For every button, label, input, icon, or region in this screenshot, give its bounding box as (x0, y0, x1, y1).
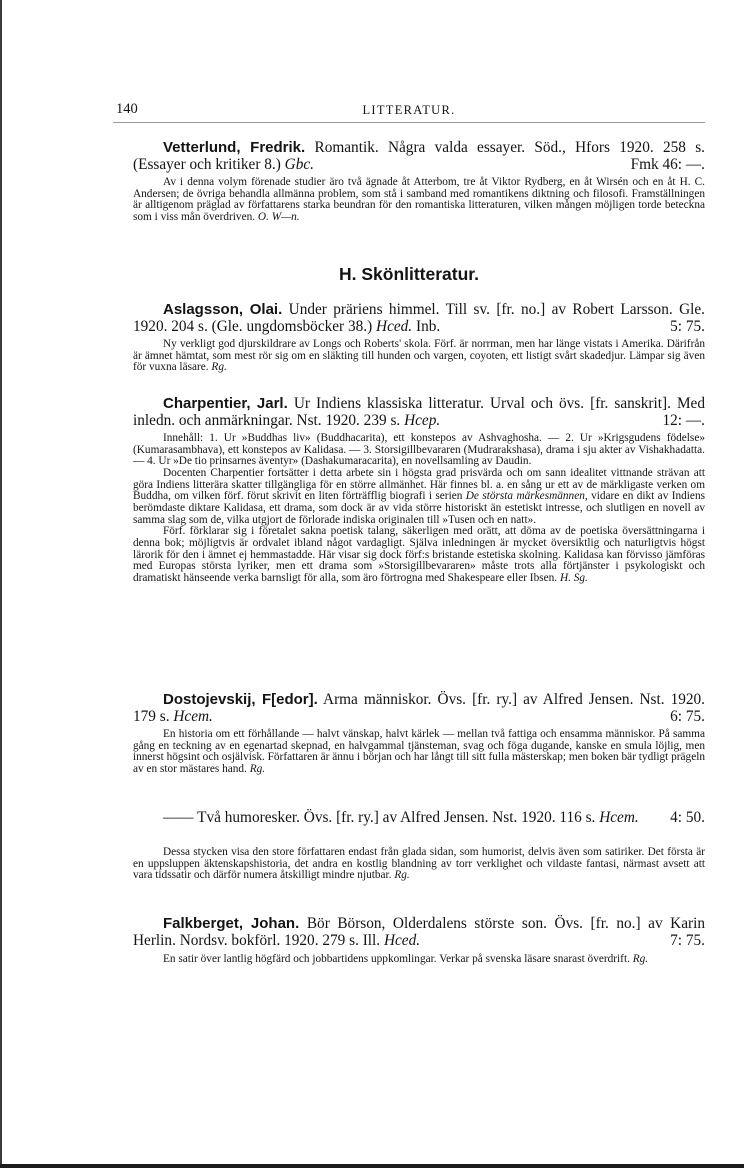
series-title: De största märkesmännen, (465, 490, 588, 503)
bibliographic-info: Arma människor. Övs. [fr. ry.] av Alfred Jensen. Nst. 1920. 179 s. (133, 691, 706, 725)
price: 6: 75. (670, 708, 705, 725)
author-name: Charpentier, Jarl. (163, 395, 288, 412)
reviewer-signature: Rg. (394, 869, 410, 882)
bibliographic-info: Ur Indiens klassiska litteratur. Urval och övs. [fr. sanskrit]. Med inledn. och anmärkningar. Nst. 1920. 239 s. (133, 395, 705, 429)
reviewer-signature: Rg. (632, 953, 649, 965)
entry-charpentier-heading (133, 395, 705, 429)
price: 7: 75. (670, 932, 705, 949)
reviewer-signature: H. Sg. (559, 571, 588, 584)
author-name: Vetterlund, Fredrik. (163, 139, 306, 156)
section-heading: H. Skönlitteratur. (338, 264, 480, 284)
entry-vetterlund-heading (133, 139, 705, 173)
entry-dostojevskij-heading (133, 691, 705, 725)
publisher-code: Hcem. (173, 708, 213, 725)
publisher-code: Gbc. (284, 156, 314, 173)
page-left-edge (0, 0, 2, 1168)
price: Fmk 46: —. (630, 156, 705, 173)
reviewer-signature: O. W—n. (257, 210, 300, 223)
review-text-cont: vidare en dikt av Indiens berömdaste diktare Kalidasa, ett drama, som dock är av vida större historiskt än estetiskt intresse, och slutligen en novell av samma slag som de, vilka utgjort de förlorade indiska originalen till »Tusen och en natt». (133, 490, 705, 526)
author-name: Aslagsson, Olai. (163, 301, 283, 318)
entry-aslagsson-review (133, 339, 705, 374)
entry-humoresker-heading (133, 809, 705, 826)
review-text: Docenten Charpentier fortsätter i detta arbete sin i högsta grad prisvärda och om sann idealitet vittnande strävan att göra Indiens litterära skatter tillgängliga för en större allmänhet. Här finnes bl. a. en sång ur ett av de märkligaste verken om Buddha, om vilken förf. förut skrivit en liten förträfflig biografi i serien (133, 466, 705, 503)
price: 12: —. (662, 412, 705, 429)
entry-aslagsson-heading (133, 301, 705, 335)
price-label: Inb. (415, 318, 441, 335)
review-text: Av i denna volym förenade studier äro två ägnade åt Atterbom, tre åt Viktor Rydberg, en åt Wirsén och en åt H. C. Andersen; de övriga behandla allmänna problem, som stå i samband med romantikens diktning och filosofi. Framställningen är alltigenom präglad av författarens starka beundran för den romantiska litteraturen, vilken mången möjligen torde beteckna som i viss mån överdriven. (133, 176, 705, 223)
bibliographic-info: Två humoresker. Övs. [fr. ry.] av Alfred Jensen. Nst. 1920. 116 s. (197, 809, 596, 826)
publisher-code: Hcep. (404, 412, 441, 429)
publisher-code: Hced. (376, 318, 413, 335)
price: 4: 50. (670, 809, 705, 826)
author-name: Dostojevskij, F[edor]. (163, 691, 318, 708)
entry-humoresker-review (133, 847, 705, 882)
running-header (113, 100, 705, 123)
reviewer-signature: Rg. (211, 361, 227, 374)
reviewer-signature: Rg. (249, 762, 266, 775)
review-text: En satir över lantlig högfärd och jobbartidens uppkomlingar. Verkar på svenska läsare snarast överdrift. (163, 953, 630, 965)
review-text: En historia om ett förhållande — halvt vänskap, halvt kärlek — mellan två fattiga och ensamma människor. På samma gång en teckning av en egenartad skepnad, en halvgammal tjänsteman, svag och föga dugande, kanske en smula löjlig, men innerst högsint och osjälvisk. Författaren är ännu i början och har långt till sitt fulla mästerskap; men boken bär tydligt prägeln av en stor mästares hand. (133, 728, 705, 775)
review-text: Dessa stycken visa den store författaren endast från glada sidan, som humorist, delvis även som satiriker. Det första är en uppsluppen äktenskapshistoria, det andra en kostlig blandning av torr verklighet och vildaste fantasi, närmast avsett att vara tidssatir och därför numera åtskilligt mindre njutbar. (133, 846, 705, 882)
entry-vetterlund-review (133, 177, 705, 224)
ditto-dash: —— (163, 809, 194, 826)
publisher-code: Hcem. (599, 809, 639, 826)
entry-dostojevskij-review (133, 729, 705, 776)
contents-paragraph: Innehåll: 1. Ur »Buddhas liv» (Buddhacarita), ett konstepos av Ashvaghosha. — 2. Ur »Krigsgudens födelse» (Kumarasambhava), ett konstepos av Kalidasa. — 3. Storsigillbevararen (Mudrarakshasa), drama i sju akter av Vishakhadatta. — 4. Ur »De tio prinsarnes äventyr» (Dashakumaracarita), en novellsamling av Daudin. (133, 432, 705, 468)
page-number: 140 (116, 101, 138, 117)
bibliographic-info: Under präriens himmel. Till sv. [fr. no.] av Robert Larsson. Gle. 1920. 204 s. (Gle. ungdomsböcker 38.) (133, 301, 705, 335)
entry-falkberget-heading (133, 915, 705, 949)
review-text: Ny verkligt god djurskildrare av Longs och Roberts' skola. Förf. är norrman, men har länge vistats i Amerika. Därifrån är ämnet hämtat, som mest rör sig om en släkting till hunden och vargen, coyoten, ett listigt svårt skadedjur. Lämpar sig även för vuxna läsare. (133, 338, 705, 374)
price: 5: 75. (670, 318, 705, 335)
entry-falkberget-review (133, 954, 705, 966)
publisher-code: Hced. (383, 932, 421, 949)
author-name: Falkberget, Johan. (163, 915, 300, 932)
running-title: LITTERATUR. (362, 103, 456, 117)
review-text-2: Förf. förklarar sig i företalet sakna poetisk talang, säkerligen med orätt, att döma av de poetiska översättningarna i denna bok; möjligtvis är ordvalet ibland något vardagligt. Själva inledningen är mycket översiktlig och naturligtvis högst lärorik för den i ämnet ej hemmastadde. Här visar sig dock förf:s bristande estetiska skolning. Kalidasa kan förvisso jämföras med Europas största lyriker, men ett drama som »Storsigillbevararen» måste trots alla förtjänster i psykologiskt och dramatiskt hänseende verka barnsligt för alla, som äro förtrogna med Shakespeare eller Ibsen. (133, 525, 705, 584)
page-bottom-edge (0, 1164, 744, 1168)
bibliographic-info: Romantik. Några valda essayer. Söd., Hfors 1920. 258 s. (Essayer och kritiker 8.) (133, 139, 705, 173)
entry-charpentier-review (133, 433, 705, 585)
bibliographic-info: Bör Börson, Olderdalens störste son. Övs. [fr. no.] av Karin Herlin. Nordsv. bokförl. 1920. 279 s. Ill. (133, 915, 705, 949)
